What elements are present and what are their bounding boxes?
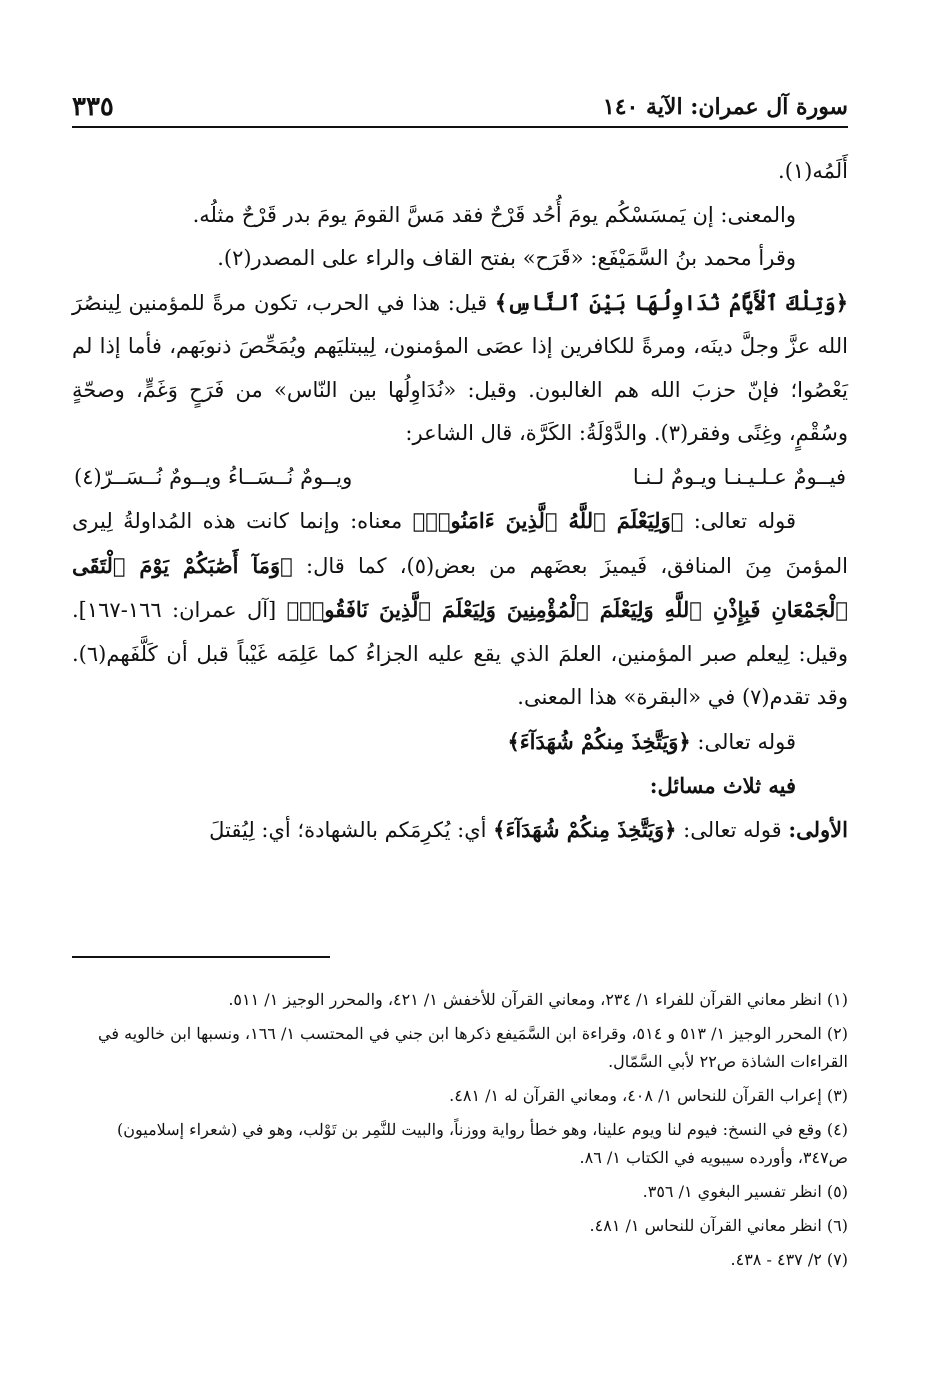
- page-header: [72, 86, 848, 128]
- commentary-text: معناه: وإنما كانت هذه المُداولةُ لِيرى المؤمنَ مِنَ المنافق، فَيميزَ بعضَهم من بعض(٥)، كما قال:: [72, 509, 848, 578]
- footnote-1: (١) انظر معاني القرآن للفراء ١/ ٢٣٤، ومعاني القرآن للأخفش ١/ ٤٢١، والمحرر الوجيز ١/ ٥١١.: [228, 990, 848, 1009]
- paragraph-meaning: والمعنى: إن يَمسَسْكُم يومَ أُحُد قَرْحٌ فقد مَسَّ القومَ يومَ بدر قَرْحٌ مثلُه.: [192, 202, 796, 227]
- paragraph-continuation: أَلَمُه(١).: [778, 159, 848, 183]
- footnote-4: (٤) وقع في النسخ: فيوم لنا ويوم علينا، وهو خطأ رواية ووزناً، والبيت للنَّمِر بن تَوْلب، وهو في (شعراء إسلاميون) ص٣٤٧، وأورده سيبويه في الكتاب ١/ ٨٦.: [117, 1120, 848, 1167]
- footnote-2: (٢) المحرر الوجيز ١/ ٥١٣ و ٥١٤، وقراءة ابن السَّمَيفع ذكرها ابن جني في المحتسب ١/ ١٦٦، ونسبها ابن خالويه في القراءات الشاذة ص٢٢ لأبي السَّمّال.: [98, 1024, 848, 1071]
- commentary-text: أي: يُكرِمَكم بالشهادة؛ أي: لِيُقتلَ: [209, 817, 494, 842]
- footnote-separator: [72, 956, 330, 958]
- intro-text: قوله تعالى:: [690, 729, 796, 754]
- paragraph-first-issue: [72, 808, 848, 853]
- poem-first-hemistich: فيــومٌ عـلـيـنـا ويـومٌ لـنـا: [632, 464, 846, 489]
- footnote-5: (٥) انظر تفسير البغوي ١/ ٣٥٦.: [642, 1182, 848, 1201]
- intro-text: قوله تعالى:: [676, 817, 789, 842]
- paragraph-verse-days: [72, 281, 848, 456]
- footnotes: [72, 986, 848, 1274]
- running-title: سورة آل عمران: الآية ١٤٠: [602, 94, 848, 120]
- main-text: [72, 150, 848, 852]
- quran-quote: ﴿وَيَتَّخِذَ مِنكُمْ شُهَدَآءَ﴾: [493, 816, 677, 842]
- paragraph-reading: وقرأ محمد بنُ السَّمَيْفَع: «قَرَح» بفتح القاف والراء على المصدر(٢).: [217, 246, 796, 270]
- quran-quote: ﴿وَيَتَّخِذَ مِنكُمْ شُهَدَآءَ﴾: [507, 728, 691, 754]
- footnote-3: (٣) إعراب القرآن للنحاس ١/ ٤٠٨، ومعاني القرآن له ١/ ٤٨١.: [449, 1086, 848, 1105]
- commentary-text: قيل: هذا في الحرب، تكون مرةً للمؤمنين لِينصُرَ الله عزَّ وجلَّ دينَه، ومرةً للكافرين إذا عصَى المؤمنون، لِيبتليَهم ويُمَحِّصَ ذنوبَهم، فأما إذا لم يَعْصُوا؛ فإنّ حزبَ الله هم الغالبون. وقيل: «نُدَاوِلُها بين النّاس» من فَرَحٍ وَغَمٍّ، وصحّةٍ وسُقْمٍ، وغِنًى وفقر(٣). والدَّوْلَةُ: الكَرَّة، قال الشاعر:: [72, 290, 848, 445]
- page-number: ٣٣٥: [72, 92, 114, 122]
- poem-verse: [72, 456, 848, 500]
- footnote-7: (٧) ٢/ ٤٣٧ - ٤٣٨.: [730, 1250, 848, 1269]
- footnote-6: (٦) انظر معاني القرآن للنحاس ١/ ٤٨١.: [589, 1216, 848, 1235]
- section-heading: فيه ثلاث مسائل:: [649, 773, 796, 798]
- commentary-text: [آل عمران: ١٦٦-١٦٧]. وقيل: لِيعلم صبر المؤمنين، العلمَ الذي يقع عليه الجزاءُ كما عَلِمَه غَيْباً قبل أن كَلَّفَهم(٦). وقد تقدم(٧) في «البقرة» هذا المعنى.: [72, 598, 848, 709]
- quran-quote: ﴿وَمَآ أَصَٰبَكُمْ يَوْمَ ٱلْتَقَى ٱلْجَمْعَانِ فَبِإِذْنِ ٱللَّهِ وَلِيَعْلَمَ ٱلْمُؤْمِنِينَ وَلِيَعْلَمَ ٱلَّذِينَ نَافَقُوا۟﴾: [72, 552, 848, 622]
- poem-second-hemistich: ويــومٌ نُــسَــاءُ ويــومٌ نُــسَــرّ(٤): [74, 464, 353, 489]
- intro-text: قوله تعالى:: [683, 509, 796, 533]
- paragraph-verse-know: [72, 499, 848, 720]
- quran-quote: ﴿وَلِيَعْلَمَ ٱللَّهُ ٱلَّذِينَ ءَامَنُوا۟﴾: [412, 508, 684, 533]
- paragraph-verse-martyrs: [72, 720, 848, 765]
- issue-label: الأولى:: [788, 816, 848, 842]
- quran-quote: ﴿وَتِلْكَ ٱلْأَيَّامُ نُدَاوِلُهَا بَيْنَ ٱلنَّاسِ﴾: [494, 289, 848, 315]
